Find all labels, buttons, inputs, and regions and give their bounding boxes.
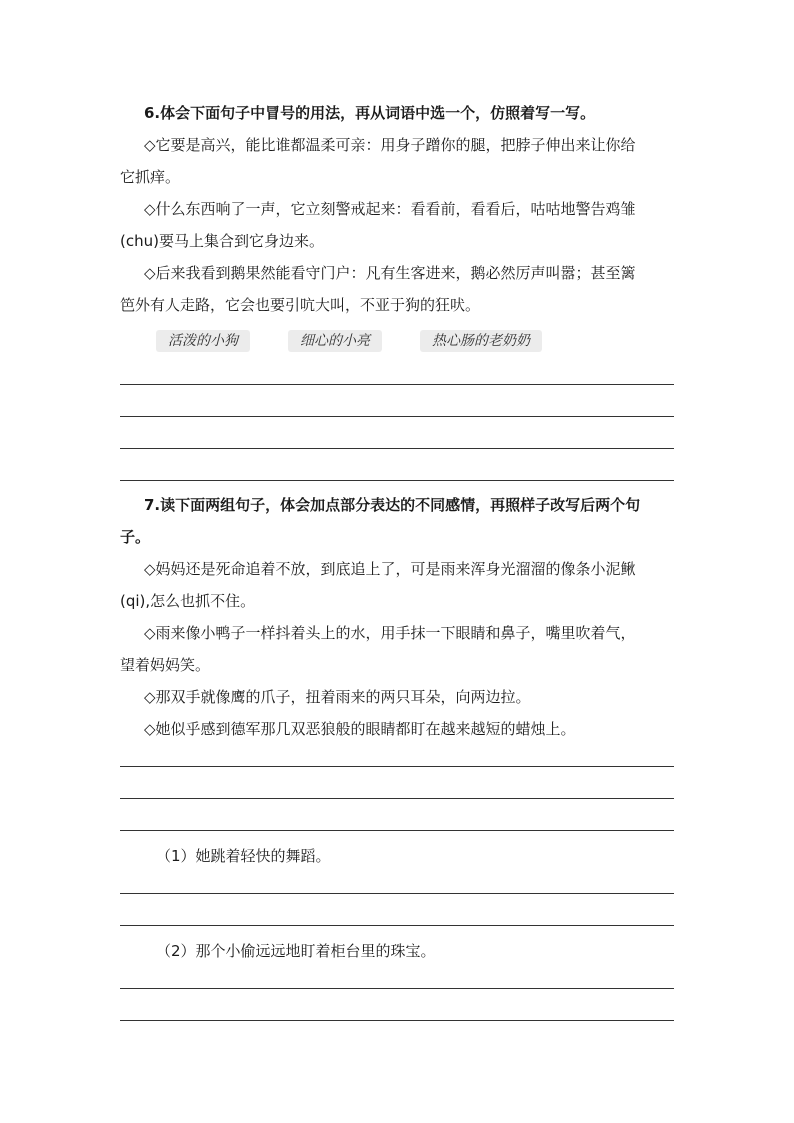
q6-sentence-3: ◇后来我看到鹅果然能看守门户：凡有生客进来，鹅必然厉声叫嚣；甚至篱 xyxy=(144,264,636,282)
q6-sentence-1-cont: 它抓痒。 xyxy=(120,168,181,186)
q6-sentence-2: ◇什么东西响了一声，它立刻警戒起来：看看前，看看后，咕咕地警告鸡雏 xyxy=(144,200,636,218)
q7-sentence-1-cont: (qi),怎么也抓不住。 xyxy=(120,592,256,610)
q7-sub2-answer-line[interactable] xyxy=(120,988,674,989)
q7-sub1-answer-line[interactable] xyxy=(120,893,674,894)
q6-sentence-2-cont: (chu)要马上集合到它身边来。 xyxy=(120,232,324,250)
word-choice-2: 细心的小亮 xyxy=(288,330,382,352)
q6-sentence-3-cont: 笆外有人走路，它会也要引吭大叫，不亚于狗的狂吠。 xyxy=(120,296,481,314)
q7-sub1-answer-line[interactable] xyxy=(120,925,674,926)
q7-sentence-2-cont: 望着妈妈笑。 xyxy=(120,656,211,674)
q6-answer-line[interactable] xyxy=(120,480,674,481)
q7-subquestion-2: （2）那个小偷远远地盯着柜台里的珠宝。 xyxy=(156,942,436,960)
question-7-title: 7.读下面两组句子，体会加点部分表达的不同感情，再照样子改写后两个句 xyxy=(144,496,641,514)
q6-sentence-1: ◇它要是高兴，能比谁都温柔可亲：用身子蹭你的腿，把脖子伸出来让你给 xyxy=(144,136,636,154)
q7-answer-line[interactable] xyxy=(120,830,674,831)
question-7-title-cont: 子。 xyxy=(120,528,151,546)
q6-answer-line[interactable] xyxy=(120,448,674,449)
q7-answer-line[interactable] xyxy=(120,766,674,767)
q7-answer-line[interactable] xyxy=(120,798,674,799)
question-6-title: 6.体会下面句子中冒号的用法，再从词语中选一个，仿照着写一写。 xyxy=(144,104,596,122)
q7-sentence-1: ◇妈妈还是死命追着不放，到底追上了，可是雨来浑身光溜溜的像条小泥鳅 xyxy=(144,560,636,578)
q7-sub2-answer-line[interactable] xyxy=(120,1020,674,1021)
word-choice-3: 热心肠的老奶奶 xyxy=(420,330,542,352)
q6-answer-line[interactable] xyxy=(120,416,674,417)
q7-sentence-4: ◇她似乎感到德军那几双恶狼般的眼睛都盯在越来越短的蜡烛上。 xyxy=(144,720,576,738)
q6-answer-line[interactable] xyxy=(120,384,674,385)
q7-sentence-2: ◇雨来像小鸭子一样抖着头上的水，用手抹一下眼睛和鼻子，嘴里吹着气， xyxy=(144,624,636,642)
q7-subquestion-1: （1）她跳着轻快的舞蹈。 xyxy=(156,847,331,865)
word-choice-1: 活泼的小狗 xyxy=(156,330,250,352)
q7-sentence-3: ◇那双手就像鹰的爪子，扭着雨来的两只耳朵，向两边拉。 xyxy=(144,688,531,706)
